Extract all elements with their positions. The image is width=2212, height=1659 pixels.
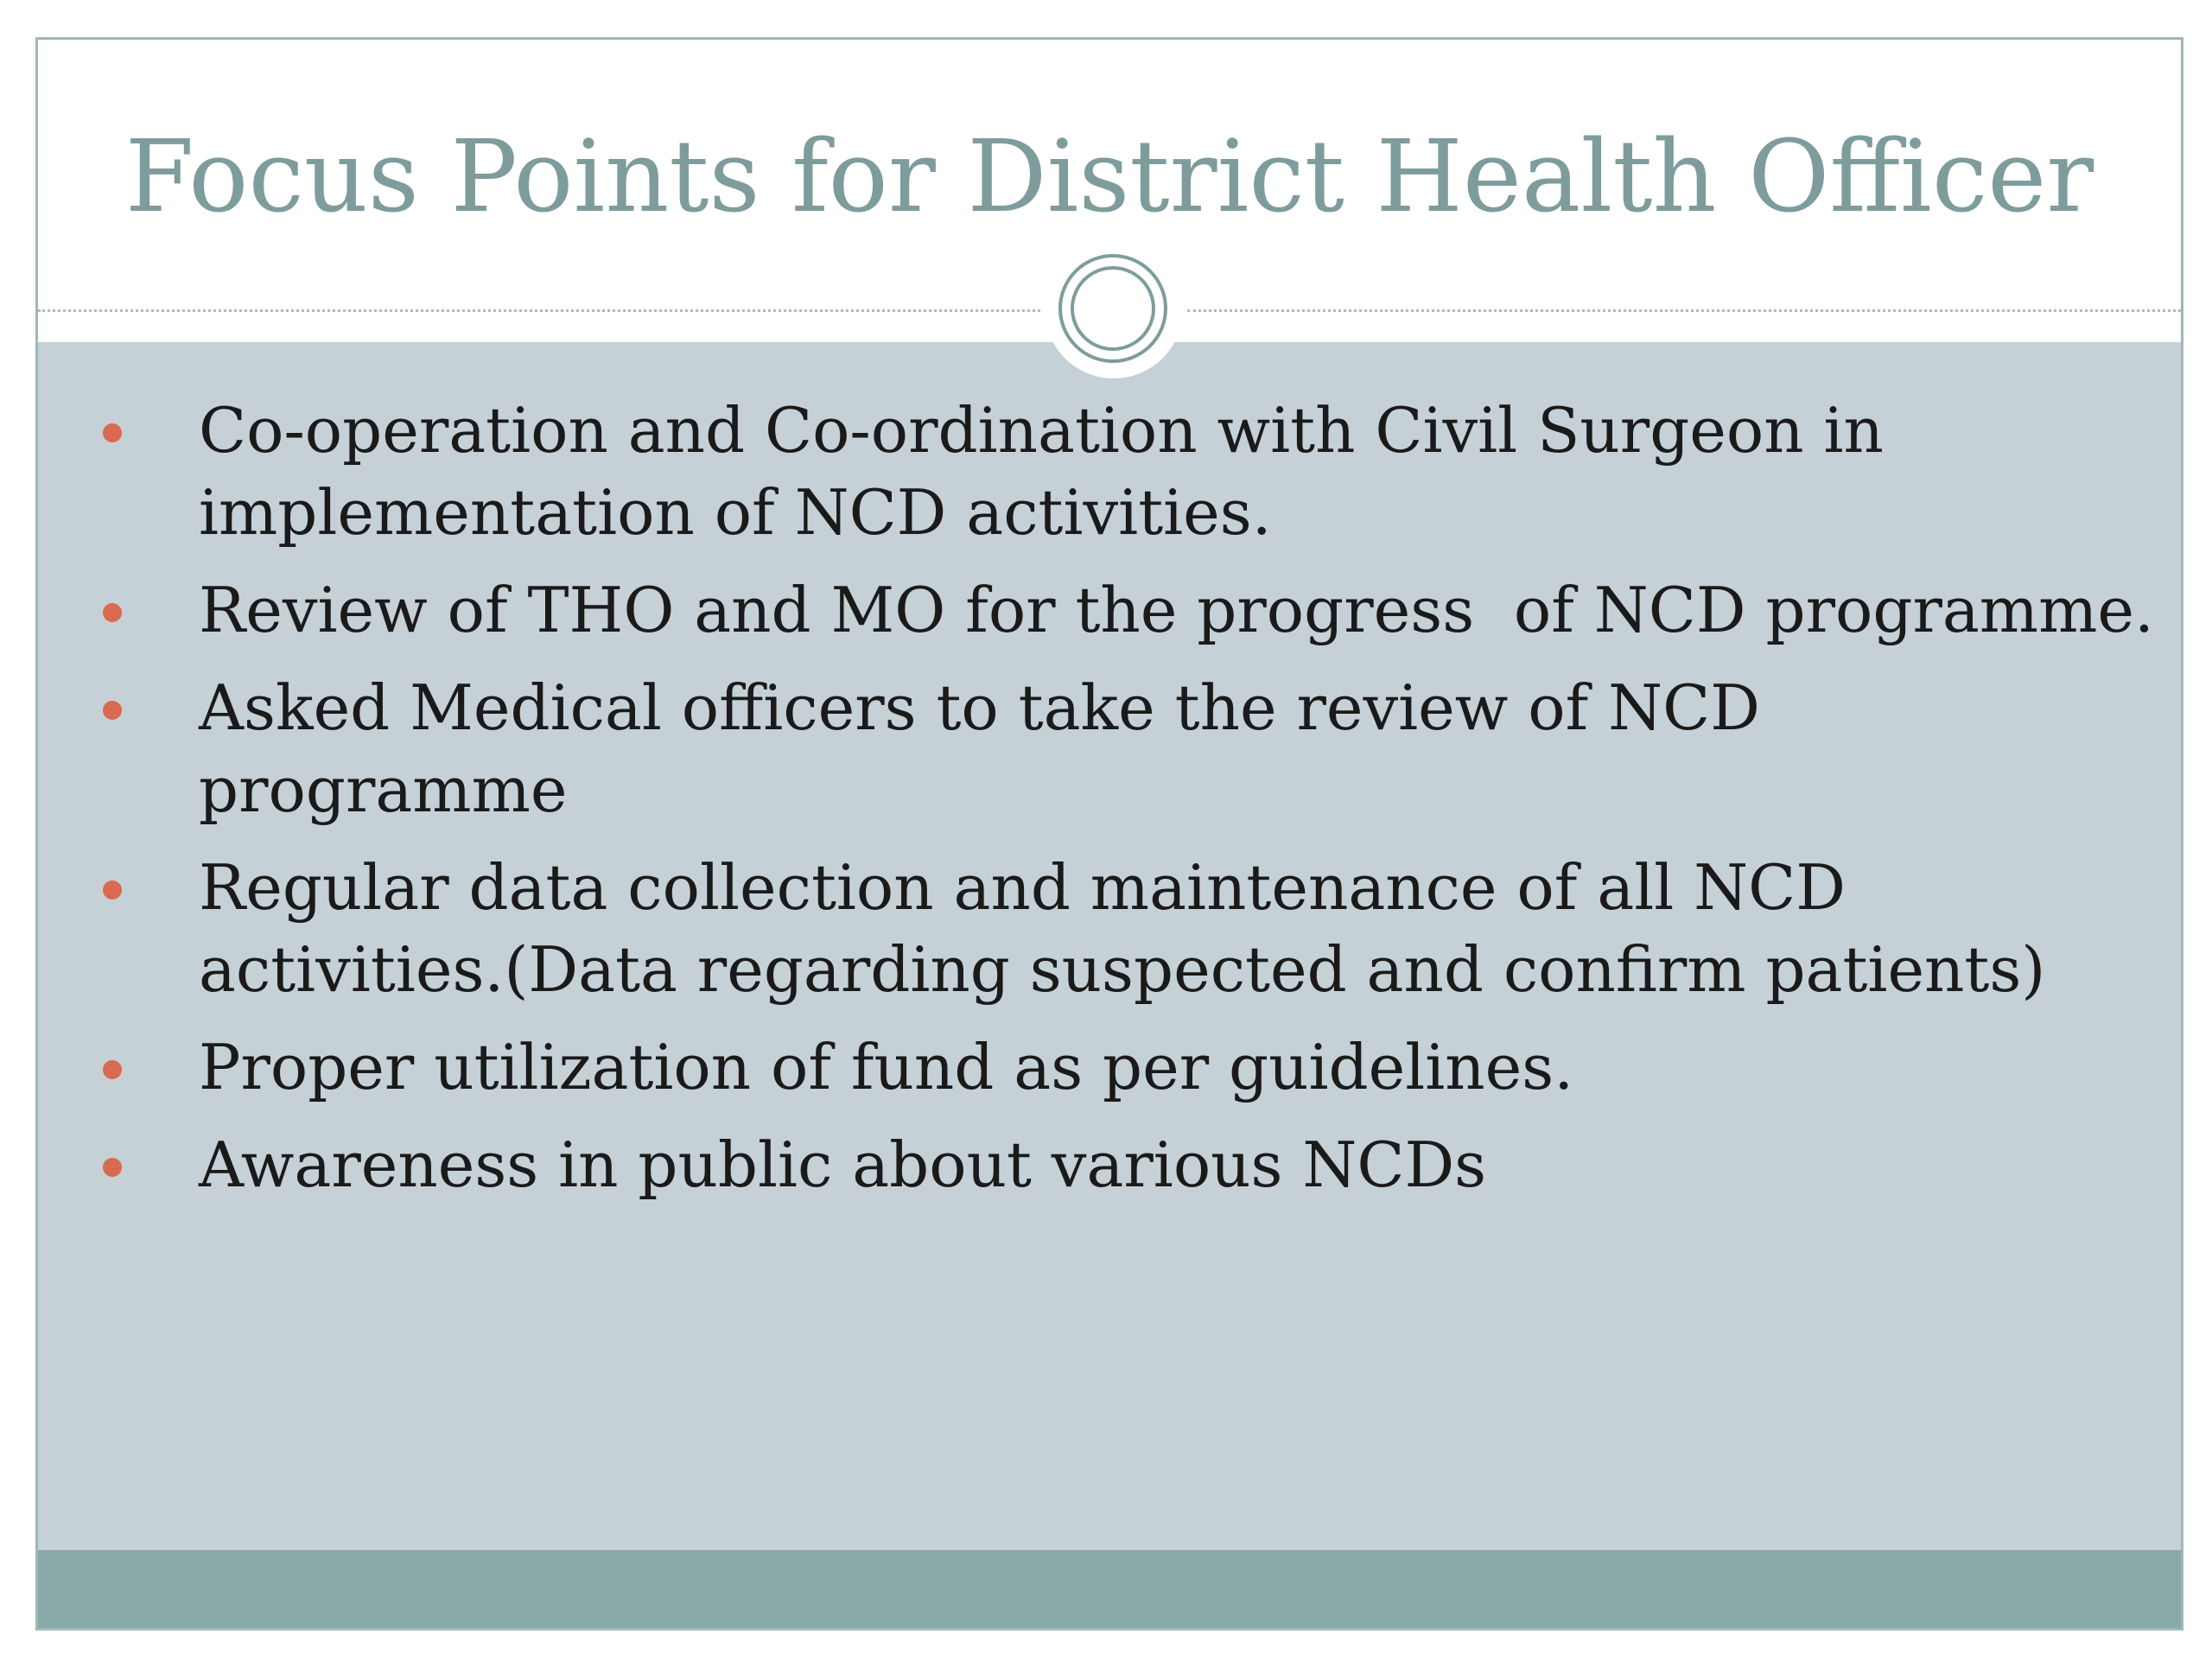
bullet-text: Co-operation and Co-ordination with Civil Surgeon in implementation of NCD activities. xyxy=(199,394,1884,549)
title-divider-left xyxy=(38,309,1040,312)
bullet-text: Awareness in public about various NCDs xyxy=(199,1128,1487,1201)
slide xyxy=(35,37,2183,1630)
double-ring-icon xyxy=(1058,254,1167,363)
bullet-text: Regular data collection and maintenance of all NCD activities.(Data regarding suspected and confirm patients) xyxy=(199,851,2046,1006)
bullet-dot-icon xyxy=(103,423,122,442)
bullet-text: Review of THO and MO for the progress of NCD programme. xyxy=(199,574,2154,646)
bullet-dot-icon xyxy=(103,603,122,622)
bullet-dot-icon xyxy=(103,1060,122,1079)
list-item xyxy=(99,667,2138,831)
inner-ring xyxy=(1071,266,1155,351)
bullet-text: Asked Medical officers to take the review of NCD programme xyxy=(199,671,1760,826)
bullet-dot-icon xyxy=(103,701,122,720)
list-item xyxy=(99,847,2138,1011)
bullet-list xyxy=(99,390,2154,1222)
footer-bar xyxy=(38,1550,2181,1628)
list-item xyxy=(99,1124,2138,1206)
list-item xyxy=(99,569,2154,652)
slide-title: Focus Points for District Health Officer xyxy=(124,119,2094,235)
list-item xyxy=(99,390,2138,554)
bullet-text: Proper utilization of fund as per guidelines. xyxy=(199,1031,1574,1103)
title-divider-right xyxy=(1187,309,2183,312)
bullet-dot-icon xyxy=(103,880,122,899)
bullet-dot-icon xyxy=(103,1158,122,1177)
list-item xyxy=(99,1027,2138,1109)
